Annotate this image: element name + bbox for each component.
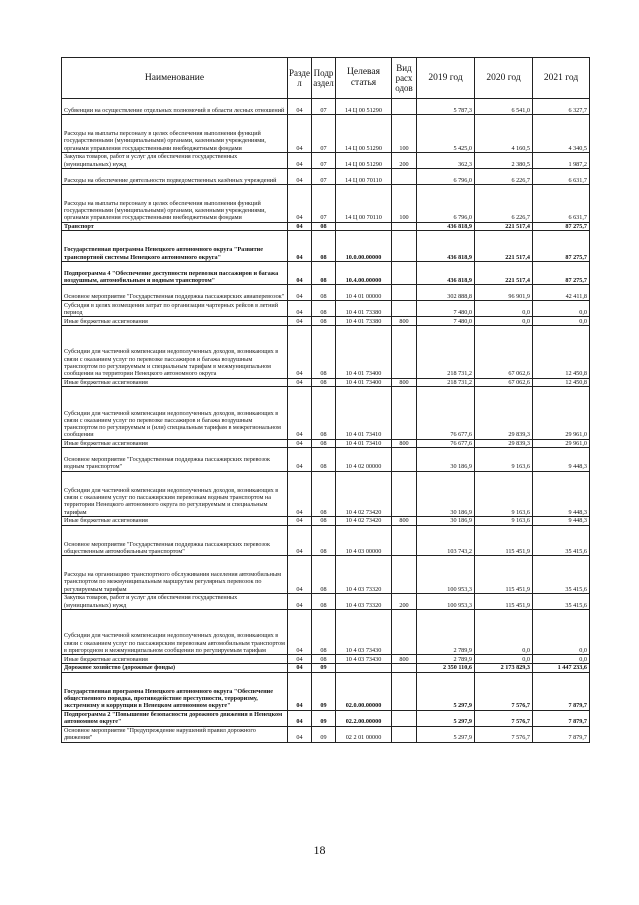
header-expense-type: Вид расх одов	[392, 58, 417, 99]
cell-year-2019: 100 953,3	[417, 594, 475, 610]
cell-year-2020: 29 839,3	[475, 387, 533, 440]
table-row	[62, 262, 590, 285]
cell-year-2019: 30 186,9	[417, 448, 475, 471]
header-target-article: Целевая статья	[336, 58, 392, 99]
header-razdel: Разде л	[288, 58, 312, 99]
cell-razdel: 04	[288, 471, 312, 516]
cell-year-2020: 4 160,5	[475, 115, 533, 153]
cell-podrazdel: 07	[312, 115, 336, 153]
cell-year-2021: 7 879,7	[533, 672, 590, 710]
cell-year-2019: 76 677,6	[417, 387, 475, 440]
cell-name: Расходы на организацию транспортного обслуживания населения автомобильным транспортом по межмуниципальным маршрутам регулярных перевозок по регулируемым тарифам	[62, 556, 288, 594]
cell-expense-type: 800	[392, 655, 417, 664]
cell-target-article: 10 4 01 73410	[336, 439, 392, 448]
table-row	[62, 326, 590, 379]
cell-target-article: 10 4 03 73320	[336, 556, 392, 594]
cell-podrazdel: 08	[312, 471, 336, 516]
cell-year-2019: 218 731,2	[417, 378, 475, 387]
table-row	[62, 516, 590, 525]
cell-name: Основное мероприятие "Государственная поддержка пассажирских авиаперевозок"	[62, 285, 288, 301]
table-row	[62, 439, 590, 448]
cell-year-2021: 1 987,2	[533, 152, 590, 168]
cell-year-2019: 6 796,0	[417, 184, 475, 222]
cell-expense-type	[392, 262, 417, 285]
table-row	[62, 710, 590, 726]
cell-expense-type: 800	[392, 378, 417, 387]
cell-razdel: 04	[288, 115, 312, 153]
cell-expense-type	[392, 525, 417, 556]
cell-razdel: 04	[288, 710, 312, 726]
cell-podrazdel: 09	[312, 672, 336, 710]
cell-year-2020: 115 451,9	[475, 594, 533, 610]
cell-podrazdel: 08	[312, 301, 336, 317]
cell-year-2020: 2 173 829,3	[475, 663, 533, 672]
cell-year-2020: 9 163,6	[475, 471, 533, 516]
cell-year-2021: 29 961,0	[533, 387, 590, 440]
cell-year-2019: 302 888,8	[417, 285, 475, 301]
cell-expense-type	[392, 326, 417, 379]
cell-year-2019: 30 186,9	[417, 471, 475, 516]
cell-year-2020: 2 380,5	[475, 152, 533, 168]
cell-name: Субсидия в целях возмещения затрат по организации чартерных рейсов в летний период	[62, 301, 288, 317]
cell-year-2020: 221 517,4	[475, 231, 533, 262]
cell-expense-type	[392, 222, 417, 231]
cell-expense-type: 100	[392, 115, 417, 153]
cell-year-2020: 9 163,6	[475, 516, 533, 525]
cell-name: Государственная программа Ненецкого автономного округа "Развитие транспортной системы Ненецкого автономного округа"	[62, 231, 288, 262]
table-header	[62, 58, 590, 99]
table-row	[62, 672, 590, 710]
cell-year-2019: 7 480,0	[417, 317, 475, 326]
cell-podrazdel: 08	[312, 285, 336, 301]
table-row	[62, 594, 590, 610]
table-row	[62, 231, 590, 262]
cell-year-2019: 218 731,2	[417, 326, 475, 379]
table-row	[62, 387, 590, 440]
cell-year-2021: 0,0	[533, 655, 590, 664]
cell-year-2020: 7 576,7	[475, 726, 533, 742]
cell-expense-type: 200	[392, 594, 417, 610]
cell-target-article: 10 4 01 73400	[336, 326, 392, 379]
cell-razdel: 04	[288, 378, 312, 387]
cell-podrazdel: 08	[312, 378, 336, 387]
cell-expense-type	[392, 710, 417, 726]
cell-razdel: 04	[288, 387, 312, 440]
cell-name: Иные бюджетные ассигнования	[62, 378, 288, 387]
budget-table	[61, 57, 590, 743]
cell-razdel: 04	[288, 525, 312, 556]
cell-name: Подпрограмма 4 "Обеспечение доступности перевозки пассажиров и багажа воздушным, автомобильным и водным транспортом"	[62, 262, 288, 285]
cell-year-2021: 9 448,3	[533, 471, 590, 516]
cell-razdel: 04	[288, 231, 312, 262]
cell-podrazdel: 08	[312, 262, 336, 285]
cell-name: Расходы на выплаты персоналу в целях обеспечения выполнения функций государственными (муниципальными) органами, казенными учреждениями, органами управления государственными внебюджетными фондами	[62, 184, 288, 222]
cell-razdel: 04	[288, 99, 312, 115]
cell-razdel: 04	[288, 594, 312, 610]
cell-year-2021: 0,0	[533, 301, 590, 317]
cell-year-2021: 6 631,7	[533, 168, 590, 184]
cell-target-article: 10.4.00.00000	[336, 262, 392, 285]
cell-year-2021: 42 411,8	[533, 285, 590, 301]
header-year-2019: 2019 год	[417, 58, 475, 99]
cell-year-2021: 87 275,7	[533, 222, 590, 231]
cell-year-2019: 30 186,9	[417, 516, 475, 525]
cell-expense-type	[392, 99, 417, 115]
cell-year-2021: 87 275,7	[533, 231, 590, 262]
cell-name: Иные бюджетные ассигнования	[62, 655, 288, 664]
table-row	[62, 222, 590, 231]
table-row	[62, 471, 590, 516]
cell-razdel: 04	[288, 516, 312, 525]
cell-razdel: 04	[288, 317, 312, 326]
table-row	[62, 317, 590, 326]
cell-razdel: 04	[288, 285, 312, 301]
cell-expense-type	[392, 471, 417, 516]
cell-razdel: 04	[288, 655, 312, 664]
cell-razdel: 04	[288, 672, 312, 710]
cell-year-2020: 29 839,3	[475, 439, 533, 448]
table-row	[62, 152, 590, 168]
header-year-2020: 2020 год	[475, 58, 533, 99]
cell-expense-type: 200	[392, 152, 417, 168]
cell-podrazdel: 08	[312, 594, 336, 610]
cell-target-article: 02 2 01 00000	[336, 726, 392, 742]
cell-name: Подпрограмма 2 "Повышение безопасности дорожного движения в Ненецком автономном округе"	[62, 710, 288, 726]
cell-year-2021: 6 327,7	[533, 99, 590, 115]
cell-expense-type	[392, 285, 417, 301]
table-row	[62, 285, 590, 301]
cell-year-2020: 6 226,7	[475, 184, 533, 222]
cell-name: Дорожное хозяйство (дорожные фонды)	[62, 663, 288, 672]
cell-expense-type	[392, 168, 417, 184]
table-body	[62, 99, 590, 743]
cell-year-2019: 2 350 110,6	[417, 663, 475, 672]
cell-name: Государственная программа Ненецкого автономного округа "Обеспечение общественного порядка, противодействие преступности, терроризму, экстремизму и коррупции в Ненецком автономном округе"	[62, 672, 288, 710]
cell-year-2021: 1 447 233,6	[533, 663, 590, 672]
cell-expense-type: 800	[392, 439, 417, 448]
cell-expense-type	[392, 663, 417, 672]
cell-name: Основное мероприятие "Государственная поддержка пассажирских перевозок водным транспортом"	[62, 448, 288, 471]
cell-podrazdel: 07	[312, 152, 336, 168]
cell-year-2019: 2 789,9	[417, 655, 475, 664]
cell-target-article: 14 Ц 00 51290	[336, 99, 392, 115]
cell-year-2020: 0,0	[475, 610, 533, 655]
cell-year-2019: 362,3	[417, 152, 475, 168]
cell-year-2021: 4 340,5	[533, 115, 590, 153]
cell-podrazdel: 08	[312, 448, 336, 471]
cell-year-2019: 436 818,9	[417, 231, 475, 262]
cell-year-2019: 436 818,9	[417, 262, 475, 285]
cell-expense-type	[392, 231, 417, 262]
cell-year-2021: 6 631,7	[533, 184, 590, 222]
cell-podrazdel: 09	[312, 710, 336, 726]
cell-name: Расходы на выплаты персоналу в целях обеспечения выполнения функций государственными (муниципальными) органами, казенными учреждениями, органами управления государственными внебюджетными фондами	[62, 115, 288, 153]
table-row	[62, 378, 590, 387]
cell-target-article: 10 4 03 73430	[336, 655, 392, 664]
cell-target-article: 10 4 02 73420	[336, 516, 392, 525]
cell-year-2019: 7 480,0	[417, 301, 475, 317]
table-row	[62, 556, 590, 594]
cell-razdel: 04	[288, 448, 312, 471]
cell-name: Транспорт	[62, 222, 288, 231]
cell-expense-type: 800	[392, 317, 417, 326]
cell-year-2020: 115 451,9	[475, 556, 533, 594]
table-row	[62, 448, 590, 471]
cell-name: Основное мероприятие "Государственная поддержка пассажирских перевозок общественным автомобильным транспортом"	[62, 525, 288, 556]
cell-target-article: 10.0.00.00000	[336, 231, 392, 262]
cell-year-2020: 221 517,4	[475, 262, 533, 285]
cell-expense-type	[392, 301, 417, 317]
cell-target-article	[336, 663, 392, 672]
cell-year-2019: 5 425,0	[417, 115, 475, 153]
header-name: Наименование	[62, 58, 288, 99]
cell-target-article: 10 4 03 73430	[336, 610, 392, 655]
cell-name: Субвенции на осуществление отдельных полномочий в области лесных отношений	[62, 99, 288, 115]
cell-razdel: 04	[288, 301, 312, 317]
cell-expense-type	[392, 672, 417, 710]
cell-target-article: 02.0.00.00000	[336, 672, 392, 710]
cell-razdel: 04	[288, 262, 312, 285]
cell-name: Расходы на обеспечение деятельности подведомственных казённых учреждений	[62, 168, 288, 184]
cell-year-2019: 5 297,9	[417, 726, 475, 742]
cell-target-article: 10 4 03 00000	[336, 525, 392, 556]
cell-name: Основное мероприятие "Предупреждение нарушений правил дорожного движения"	[62, 726, 288, 742]
cell-year-2021: 0,0	[533, 610, 590, 655]
cell-podrazdel: 07	[312, 168, 336, 184]
cell-year-2021: 35 415,6	[533, 525, 590, 556]
cell-podrazdel: 07	[312, 99, 336, 115]
table-row	[62, 525, 590, 556]
cell-target-article: 10 4 01 73410	[336, 387, 392, 440]
cell-expense-type: 100	[392, 184, 417, 222]
cell-target-article: 10 4 01 73380	[336, 301, 392, 317]
cell-target-article: 14 Ц 00 51290	[336, 152, 392, 168]
cell-year-2019: 100 953,3	[417, 556, 475, 594]
cell-podrazdel: 08	[312, 655, 336, 664]
cell-podrazdel: 09	[312, 663, 336, 672]
cell-name: Субсидии для частичной компенсации недополученных доходов, возникающих в связи с оказанием услуг по пассажирским перевозкам автомобильным транспортом в пригородном и межмуниципальном сообщении по регулируемым тарифам	[62, 610, 288, 655]
cell-target-article	[336, 222, 392, 231]
table-row	[62, 168, 590, 184]
page-number: 18	[313, 843, 326, 857]
cell-year-2021: 7 879,7	[533, 726, 590, 742]
cell-expense-type	[392, 556, 417, 594]
cell-podrazdel: 07	[312, 184, 336, 222]
cell-podrazdel: 09	[312, 726, 336, 742]
cell-year-2021: 35 415,6	[533, 594, 590, 610]
table-row	[62, 610, 590, 655]
cell-target-article: 10 4 02 00000	[336, 448, 392, 471]
cell-razdel: 04	[288, 152, 312, 168]
cell-target-article: 02.2.00.00000	[336, 710, 392, 726]
table-row	[62, 655, 590, 664]
cell-target-article: 10 4 02 73420	[336, 471, 392, 516]
cell-year-2020: 6 541,0	[475, 99, 533, 115]
table-row	[62, 301, 590, 317]
cell-target-article: 14 Ц 00 70110	[336, 184, 392, 222]
cell-year-2021: 9 448,3	[533, 516, 590, 525]
table-row	[62, 115, 590, 153]
cell-year-2020: 0,0	[475, 655, 533, 664]
cell-year-2020: 67 062,6	[475, 326, 533, 379]
cell-name: Субсидии для частичной компенсации недополученных доходов, возникающих в связи с оказанием услуг по пассажирским перевозкам водным транспортом на территории Ненецкого автономного округа по регулируемым и специальным тарифам	[62, 471, 288, 516]
cell-year-2020: 115 451,9	[475, 525, 533, 556]
cell-podrazdel: 08	[312, 326, 336, 379]
cell-year-2020: 0,0	[475, 317, 533, 326]
cell-razdel: 04	[288, 610, 312, 655]
cell-name: Закупка товаров, работ и услуг для обеспечения государственных (муниципальных) нужд	[62, 594, 288, 610]
cell-year-2021: 0,0	[533, 317, 590, 326]
cell-year-2021: 12 450,8	[533, 326, 590, 379]
cell-year-2019: 76 677,6	[417, 439, 475, 448]
cell-razdel: 04	[288, 168, 312, 184]
cell-year-2019: 5 297,9	[417, 710, 475, 726]
cell-year-2020: 7 576,7	[475, 710, 533, 726]
header-year-2021: 2021 год	[533, 58, 590, 99]
cell-year-2020: 0,0	[475, 301, 533, 317]
cell-expense-type	[392, 610, 417, 655]
cell-target-article: 14 Ц 00 51290	[336, 115, 392, 153]
cell-expense-type	[392, 726, 417, 742]
cell-year-2021: 9 448,3	[533, 448, 590, 471]
cell-target-article: 14 Ц 00 70110	[336, 168, 392, 184]
cell-podrazdel: 08	[312, 222, 336, 231]
cell-year-2019: 5 297,9	[417, 672, 475, 710]
cell-razdel: 04	[288, 184, 312, 222]
table-row	[62, 184, 590, 222]
cell-year-2019: 5 787,3	[417, 99, 475, 115]
cell-podrazdel: 08	[312, 387, 336, 440]
cell-podrazdel: 08	[312, 439, 336, 448]
cell-target-article: 10 4 01 73380	[336, 317, 392, 326]
cell-podrazdel: 08	[312, 556, 336, 594]
cell-year-2019: 6 796,0	[417, 168, 475, 184]
table-row	[62, 726, 590, 742]
cell-year-2021: 87 275,7	[533, 262, 590, 285]
cell-podrazdel: 08	[312, 610, 336, 655]
cell-name: Закупка товаров, работ и услуг для обеспечения государственных (муниципальных) нужд	[62, 152, 288, 168]
cell-podrazdel: 08	[312, 317, 336, 326]
cell-name: Субсидии для частичной компенсации недополученных доходов, возникающих в связи с оказанием услуг по перевозке пассажиров и багажа воздушным транспортом по регулируемым и (или) специальным тарифам в межрегиональном сообщении	[62, 387, 288, 440]
cell-expense-type	[392, 387, 417, 440]
cell-target-article: 10 4 03 73320	[336, 594, 392, 610]
cell-year-2019: 436 818,9	[417, 222, 475, 231]
cell-name: Иные бюджетные ассигнования	[62, 516, 288, 525]
cell-name: Иные бюджетные ассигнования	[62, 317, 288, 326]
cell-target-article: 10 4 01 00000	[336, 285, 392, 301]
cell-year-2021: 12 450,8	[533, 378, 590, 387]
cell-year-2020: 67 062,6	[475, 378, 533, 387]
cell-year-2020: 7 576,7	[475, 672, 533, 710]
cell-year-2020: 9 163,6	[475, 448, 533, 471]
header-podrazdel: Подр аздел	[312, 58, 336, 99]
table-row	[62, 99, 590, 115]
cell-razdel: 04	[288, 726, 312, 742]
cell-razdel: 04	[288, 556, 312, 594]
cell-podrazdel: 08	[312, 516, 336, 525]
cell-expense-type	[392, 448, 417, 471]
cell-razdel: 04	[288, 663, 312, 672]
cell-name: Иные бюджетные ассигнования	[62, 439, 288, 448]
cell-expense-type: 800	[392, 516, 417, 525]
cell-year-2020: 221 517,4	[475, 222, 533, 231]
cell-razdel: 04	[288, 326, 312, 379]
cell-podrazdel: 08	[312, 525, 336, 556]
cell-year-2020: 6 226,7	[475, 168, 533, 184]
cell-year-2021: 35 415,6	[533, 556, 590, 594]
cell-year-2021: 7 879,7	[533, 710, 590, 726]
cell-year-2021: 29 961,0	[533, 439, 590, 448]
cell-podrazdel: 08	[312, 231, 336, 262]
table-row	[62, 663, 590, 672]
cell-razdel: 04	[288, 222, 312, 231]
cell-name: Субсидии для частичной компенсации недополученных доходов, возникающих в связи с оказанием услуг по перевозке пассажиров и багажа воздушным транспортом по регулируемым и специальным тарифам в межмуниципальном сообщении на территории Ненецкого автономного округа	[62, 326, 288, 379]
cell-year-2020: 96 901,9	[475, 285, 533, 301]
cell-year-2019: 103 743,2	[417, 525, 475, 556]
cell-razdel: 04	[288, 439, 312, 448]
cell-year-2019: 2 789,9	[417, 610, 475, 655]
cell-target-article: 10 4 01 73400	[336, 378, 392, 387]
